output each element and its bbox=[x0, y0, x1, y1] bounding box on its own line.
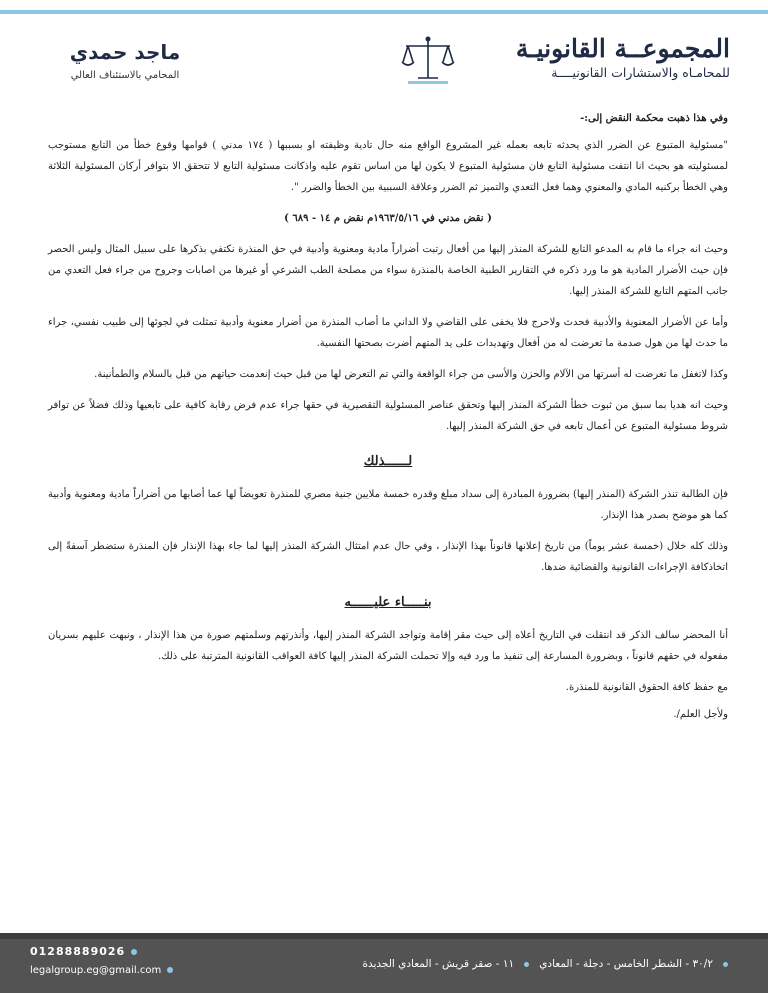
closing-signoff: ولأجل العلم/. bbox=[673, 709, 728, 720]
bullet-icon bbox=[167, 967, 173, 973]
scales-of-justice-icon bbox=[400, 34, 456, 88]
paragraph: وأما عن الأضرار المعنوية والأدبية فحدث ولاحرج فلا يخفى على القاضي ولا الداني ما أصاب المنذرة من أضرار معنوية وأدبية تمثلت في لجوئها إلى طبيب نفسي، جراء ما حدث لها من هول صدمة ما تعرضت له من أفعال وتهديدات على يد المتهم أضرت بصحتها النفسية. bbox=[48, 317, 728, 349]
attorney-name: ماجد حمدي bbox=[69, 40, 181, 64]
letterhead bbox=[0, 20, 768, 100]
paragraph: وحيث انه جراء ما قام به المدعو التابع للشركة المنذر إليها من أفعال رتبت أضراراً مادية ومعنوية وأدبية في حق المنذرة نكتفي بذكرها على سبيل المثال وليس الحصر فإن حيث الأضرار المادية هو ما ورد ذكره في التقارير الطبية الخاصة بالمنذرة سواء من مصلحة الطب الشرعي أو غيرها من اصابات وجروح من جراء فعل التعدي من جانب المتهم التابع للشركة المنذر إليها. bbox=[48, 244, 728, 297]
footer-strip bbox=[0, 933, 768, 939]
attorney-title: المحامي بالاستئناف العالي bbox=[70, 70, 180, 81]
intro-line: وفي هذا ذهبت محكمة النقض إلى:- bbox=[580, 113, 728, 124]
paragraph: وكذا لاتغفل ما تعرضت له أسرتها من الآلام والحزن والأسى من جراء الواقعة والتي تم التعرض لها من قبل حيث إنعدمت حياتهم من قبل بالسلام والطمأنينة. bbox=[94, 369, 728, 380]
bullet-icon bbox=[524, 962, 529, 967]
paragraph: أنا المحضر سالف الذكر قد انتقلت في التاريخ أعلاه إلى حيث مقر إقامة وتواجد الشركة المنذر إليها، وأنذرتهم وسلمتهم صورة من هذا الإنذار ، ونبهت عليهم بسريان مفعوله في حقهم قانوناً ، وبضرورة المسارعة إلى تنفيذ ما ورد فيه وإلا تحملت الشركة المنذر إليها كافة العواقب القانونية المترتبة على ذلك. bbox=[48, 630, 728, 662]
legal-quote: "مسئولية المتبوع عن الضرر الذي يحدثه تابعه بعمله غير المشروع الواقع منه حال تادية وظيفته او بسببها ( ١٧٤ مدني ) قوامها وقوع خطأ من التابع مستوجب لمسئوليته هو بحيث انا انتفت مسئولية التابع فان مسئولية المتبوع لا يكون لها من اساس تقوم عليه واذكانت مسئولية التابع لا تتحقق الا بتوافر أركان المسئولية الثلاثة وهي الخطأ بركنيه المادي والمعنوي وهما فعل التعدي والتميز ثم الضرر وعلاقة السببية بين الخطأ والضرر ". bbox=[48, 140, 728, 193]
footer-bar bbox=[0, 933, 768, 993]
org-title: المجموعــة القانونيـة bbox=[515, 34, 730, 63]
org-subtitle: للمحامـاه والاستشارات القانونيــــة bbox=[551, 65, 730, 80]
letter-body bbox=[48, 108, 728, 731]
email-address: legalgroup.eg@gmail.com bbox=[30, 965, 162, 976]
contact-phone bbox=[30, 945, 137, 958]
contact-email bbox=[30, 965, 173, 976]
address-line-2: ١١ - صقر قريش - المعادي الجديدة bbox=[362, 958, 515, 970]
paragraph: وحيث انه هديا بما سبق من ثبوت خطأ الشركة المنذر إليها وتحقق عناصر المسئولية التقصيرية في حقها جراء عدم فرض رقابة كافية على تابعيها وذلك فضلاً عن توافر شروط مسئولية المتبوع عن أعمال تابعه في حق الشركة المنذر إليها. bbox=[48, 400, 728, 432]
top-accent-rule bbox=[0, 10, 768, 14]
section-heading-therefore: لــــــذلك bbox=[363, 454, 413, 469]
attorney-info bbox=[40, 40, 210, 81]
closing-rights: مع حفظ كافة الحقوق القانونية للمنذرة. bbox=[565, 682, 728, 693]
paragraph: فإن الطالبة تنذر الشركة (المنذر إليها) بضرورة المبادرة إلى سداد مبلغ وقدره خمسة ملايين جنية مصري للمنذرة تعويضاً لها عما أصابها من أضراراً مادية ومعنوية وأدبية كما هو موضح بصدر هذا الإنذار. bbox=[48, 489, 728, 521]
footer-address bbox=[362, 958, 738, 970]
bullet-icon bbox=[131, 949, 137, 955]
court-citation: ( نقض مدني في ١٩٦٣/٥/١٦م نقض م ١٤ - ٦٨٩ ) bbox=[284, 213, 492, 224]
section-heading-accordingly: بنـــــاء عليــــــه bbox=[344, 595, 432, 610]
phone-number: 01288889026 bbox=[30, 945, 126, 958]
address-line-1: ٣٠/٢ - الشطر الخامس - دجلة - المعادي bbox=[539, 958, 713, 970]
paragraph: وذلك كله خلال (خمسة عشر يوماً) من تاريخ إعلانها قانوناً بهذا الإنذار ، وفي حال عدم امتثال الشركة المنذر إليها لما جاء بهذا الإنذار فإن المنذرة ستضطر آسفةً إلى اتخاذكافة الإجراءات القانونية والقضائية ضدها. bbox=[48, 541, 728, 573]
bullet-icon bbox=[723, 962, 728, 967]
